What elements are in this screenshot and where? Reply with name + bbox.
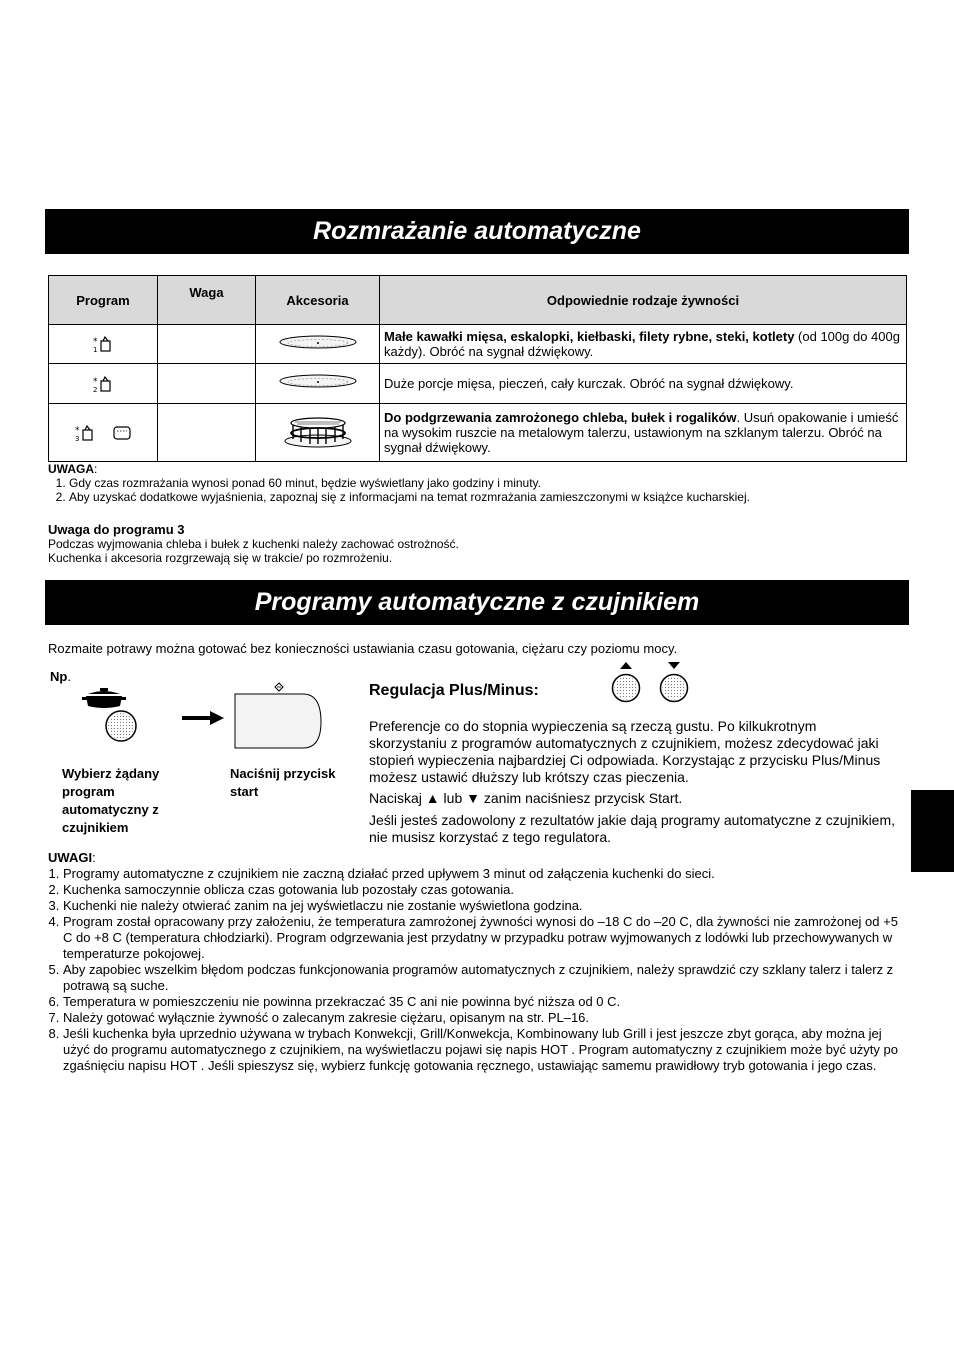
- triangle-down-icon: [668, 662, 680, 669]
- glass-tray-icon: [278, 333, 358, 353]
- list-item: 2. Kuchenka samoczynnie oblicza czas gotowania lub pozostały czas gotowania.: [63, 882, 910, 898]
- header-food: Odpowiednie rodzaje żywności: [380, 276, 907, 325]
- triangle-up-icon: [620, 662, 632, 669]
- accessory-cell: [256, 364, 380, 404]
- svg-text:*: *: [93, 337, 98, 347]
- program3-note-line: Kuchenka i akcesoria rozgrzewają się w trakcie/ po rozmrożeniu.: [48, 551, 393, 565]
- program3-note: [48, 523, 908, 565]
- header-program: Program: [49, 276, 158, 325]
- plus-minus-title: Regulacja Plus/Minus:: [369, 682, 539, 699]
- list-item: 1. Gdy czas rozmrażania wynosi ponad 60 minut, będzie wyświetlany jako godziny i minuty.: [69, 476, 908, 490]
- uwagi-heading: UWAGI:: [48, 850, 96, 865]
- list-item: 2. Aby uzyskać dodatkowe wyjaśnienia, zapoznaj się z informacjami na temat rozmrażania zamieszczonymi w książce kucharskiej.: [69, 490, 908, 504]
- uwagi-notes: [48, 850, 910, 1074]
- minus-button[interactable]: [658, 662, 690, 704]
- plus-minus-instruction: Naciskaj ▲ lub ▼ zanim naciśniesz przycisk Start.: [369, 790, 683, 806]
- food-description: Do podgrzewania zamrożonego chleba, bułek i rogalików. Usuń opakowanie i umieść na wysokim ruszcie na metalowym talerzu, ustawionym na szklanym talerzu. Obróć na sygnał dźwiękowy.: [380, 404, 907, 462]
- list-item: 5. Aby zapobiec wszelkim błędom podczas funkcjonowania programów automatycznych z czujnikiem, należy sprawdzić czy szklany talerz i talerz z potrawą są suche.: [63, 962, 910, 994]
- glass-tray-icon: [278, 372, 358, 392]
- side-tab-marker: [911, 790, 954, 872]
- defrost-icon: [93, 335, 113, 353]
- start-button[interactable]: [233, 682, 323, 752]
- sensor-intro: Rozmaite potrawy można gotować bez konieczności ustawiania czasu gotowania, ciężaru czy poziomu mocy.: [48, 641, 678, 656]
- table-row: [49, 325, 907, 364]
- plus-button[interactable]: [610, 662, 642, 704]
- uwaga-heading: UWAGA:: [48, 462, 98, 476]
- step2-caption: Naciśnij przycisk start: [230, 766, 336, 799]
- list-item: 4. Program został opracowany przy założeniu, że temperatura zamrożonej żywności wynosi do –18 C do –20 C, dla żywności nie zamrożonej od +5 C do +8 C (temperatura chłodziarki). Program odgrzewania jest przydatny w przypadku potraw wyjmowanych z lodówki lub przechowywanych w temperaturze pokojowej.: [63, 914, 910, 962]
- list-item: 3. Kuchenki nie należy otwierać zanim na jej wyświetlaczu nie zostanie wyświetlona godzina.: [63, 898, 910, 914]
- food-description: Małe kawałki mięsa, eskalopki, kiełbaski, filety rybne, steki, kotlety (od 100g do 400g każdy). Obróć na sygnał dźwiękowy.: [380, 325, 907, 364]
- svg-text:3: 3: [74, 434, 80, 442]
- high-rack-icon: [283, 413, 353, 449]
- list-item: 1. Programy automatyczne z czujnikiem nie zaczną działać przed upływem 3 minut od załączenia kuchenki do sieci.: [63, 866, 910, 882]
- program-cell: [49, 325, 158, 364]
- plus-minus-paragraph: Jeśli jesteś zadowolony z rezultatów jakie dają programy automatyczne z czujnikiem, nie musisz korzystać z tego regulatora.: [369, 812, 896, 845]
- accessory-cell: [256, 325, 380, 364]
- plus-minus-paragraph: Preferencje co do stopnia wypieczenia są rzeczą gustu. Po kilkukrotnym skorzystaniu z programów automatycznych z czujnikiem, możesz zdecydować jaki stopień wypieczenia najbardziej Ci odpowiada. Korzystając z przycisku Plus/Minus możesz ustawić dłuższy lub krótszy czas pieczenia.: [369, 718, 881, 785]
- header-akcesoria: Akcesoria: [256, 276, 380, 325]
- triangle-up-icon: ▲: [425, 790, 440, 806]
- list-item: 8. Jeśli kuchenka była uprzednio używana w trybach Konwekcji, Grill/Konwekcja, Kombinowany lub Grill i jest jeszcze zbyt gorąca, aby można jej użyć do programu automatycznego z czujnikiem, na wyświetlaczu pojawi się napis HOT . Program automatyczny z czujnikiem może być użyty po zgaśnięciu napisu HOT . Jeśli spieszysz się, wybierz funkcję gotowania ręcznego, ustawiając samemu prawidłowy tryb gotowania i jego czas.: [63, 1026, 910, 1074]
- waga-cell: [158, 325, 256, 364]
- triangle-down-icon: ▼: [466, 790, 480, 806]
- list-item: 7. Należy gotować wyłącznie żywność o zalecanym zakresie ciężaru, opisanym na str. PL–16.: [63, 1010, 910, 1026]
- example-label: Np.: [50, 669, 71, 684]
- program-cell: [49, 364, 158, 404]
- svg-text:2: 2: [93, 385, 98, 393]
- defrost-icon: [93, 375, 113, 393]
- table-header-row: [49, 276, 907, 325]
- section-title-defrost: Rozmrażanie automatyczne: [45, 209, 909, 254]
- accessory-cell: [256, 404, 380, 462]
- program3-note-line: Podczas wyjmowania chleba i bułek z kuchenki należy zachować ostrożność.: [48, 537, 459, 551]
- step1-caption: Wybierz żądany program automatyczny z czujnikiem: [62, 766, 160, 835]
- svg-text:1: 1: [93, 346, 98, 353]
- svg-text:*: *: [93, 376, 98, 387]
- section-title-sensor: Programy automatyczne z czujnikiem: [45, 580, 909, 625]
- waga-cell: [158, 364, 256, 404]
- program-cell: [49, 404, 158, 462]
- sensor-program-button[interactable]: [104, 709, 138, 743]
- table-row: [49, 404, 907, 462]
- bread-icon: [113, 425, 131, 441]
- waga-cell: [158, 404, 256, 462]
- arrow-right-icon: [182, 710, 224, 726]
- uwaga-notes: [48, 462, 908, 504]
- defrost-table: [48, 275, 907, 462]
- table-row: [49, 364, 907, 404]
- list-item: 6. Temperatura w pomieszczeniu nie powinna przekraczać 35 C ani nie powinna być niższa od 0 C.: [63, 994, 910, 1010]
- svg-text:*: *: [74, 425, 80, 436]
- program3-note-heading: Uwaga do programu 3: [48, 522, 185, 537]
- food-description: Duże porcje mięsa, pieczeń, cały kurczak. Obróć na sygnał dźwiękowy.: [380, 364, 907, 404]
- defrost-icon: [75, 424, 95, 442]
- header-waga: Waga: [158, 276, 256, 325]
